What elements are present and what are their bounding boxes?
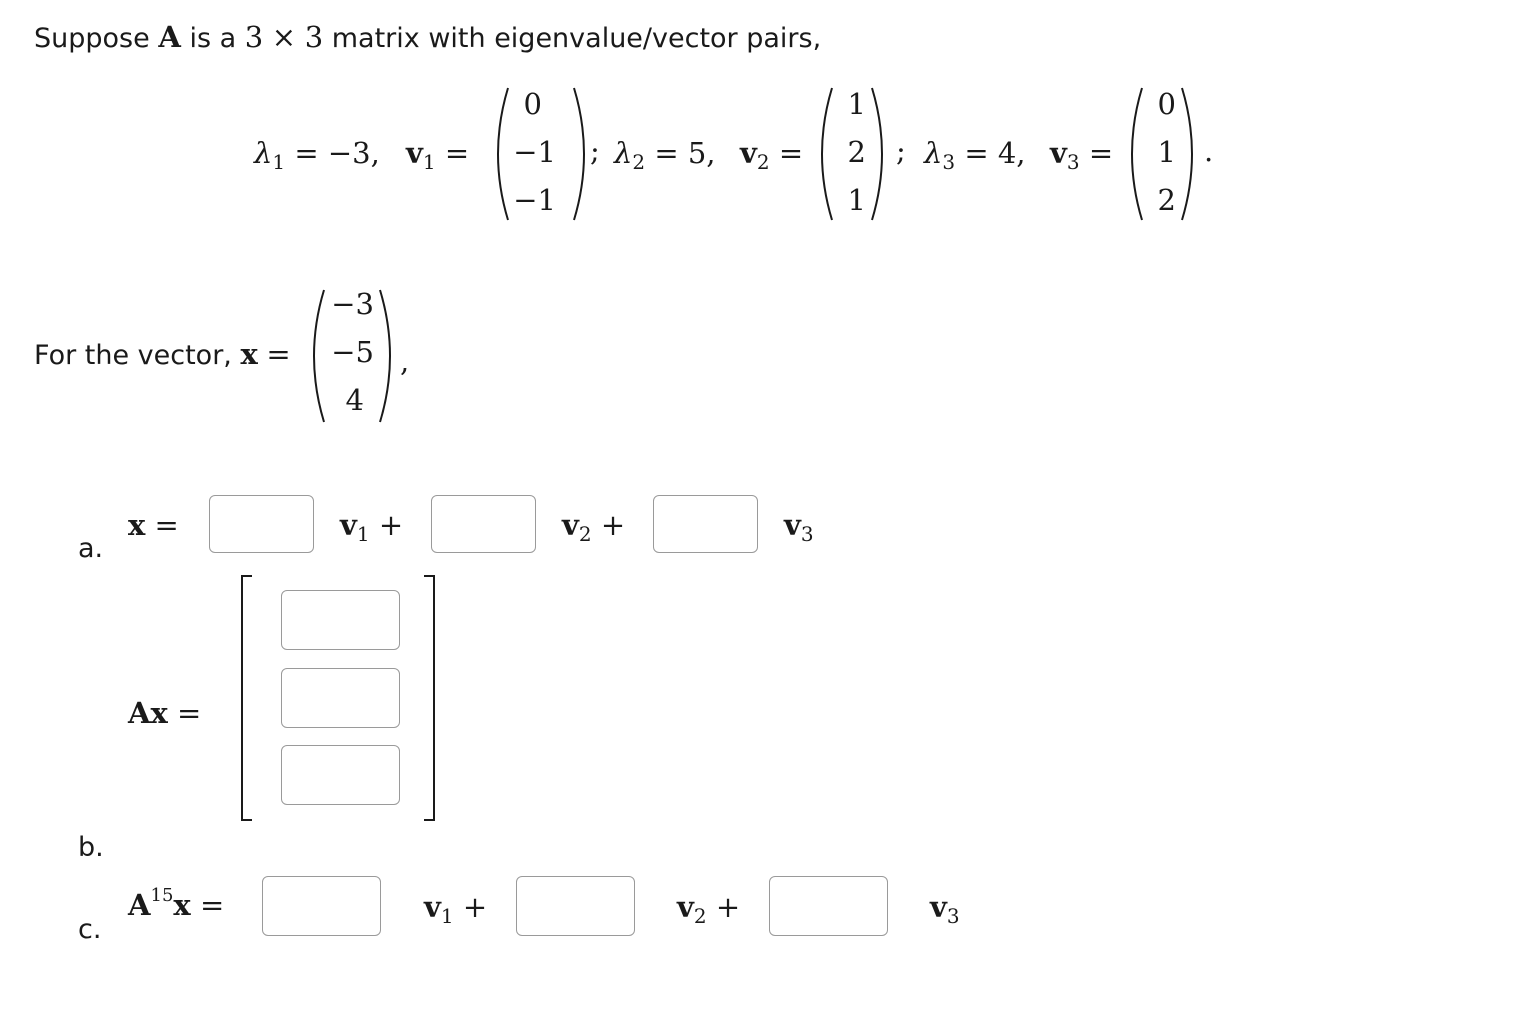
- part-a-coef-1-input[interactable]: [209, 495, 314, 553]
- intro-sentence: Suppose A is a 3 × 3 matrix with eigenvalue/vector pairs,: [34, 20, 822, 54]
- vector-x-entry: 4: [345, 383, 364, 417]
- eigenvector-2: [808, 84, 898, 224]
- separator-1: ;: [590, 134, 600, 168]
- part-b-entry-2-input[interactable]: [281, 668, 400, 728]
- part-c-coef-1-input[interactable]: [262, 876, 381, 936]
- vector-x: [304, 286, 404, 426]
- part-a-lhs: x =: [128, 508, 179, 542]
- part-a-coef-2-input[interactable]: [431, 495, 536, 553]
- eigenvector-3: [1118, 84, 1208, 224]
- eigenvector-3-label: $v_3$ =: [1050, 136, 1114, 174]
- eigenvalue-2: $\lambda_2 = 5$,: [614, 136, 716, 174]
- eigenvector-2-entry: 2: [847, 135, 866, 169]
- vector-x-comma: ,: [400, 344, 410, 378]
- part-a-term-3: $v_3$: [784, 508, 814, 546]
- part-b-entry-1-input[interactable]: [281, 590, 400, 650]
- eigenvector-1-entry: −1: [513, 135, 556, 169]
- eigenvector-2-entry: 1: [847, 87, 866, 121]
- eigenvector-3-entry: 2: [1157, 183, 1176, 217]
- part-c-coef-2-input[interactable]: [516, 876, 635, 936]
- vector-x-entry: −5: [331, 335, 374, 369]
- eigenvector-1-entry: −1: [513, 183, 556, 217]
- part-a-term-1: $v_1$ +: [340, 508, 404, 546]
- part-b-entry-3-input[interactable]: [281, 745, 400, 805]
- part-c-term-2: $v_2$ +: [677, 890, 741, 928]
- eigenvector-3-entry: 0: [1157, 87, 1176, 121]
- eigenvector-1-entry: 0: [523, 87, 542, 121]
- part-a-coef-3-input[interactable]: [653, 495, 758, 553]
- part-c-coef-3-input[interactable]: [769, 876, 888, 936]
- eigenvector-3-entry: 1: [1157, 135, 1176, 169]
- separator-3: .: [1204, 134, 1214, 168]
- part-c-term-3: $v_3$: [930, 890, 960, 928]
- part-a-term-2: $v_2$ +: [562, 508, 626, 546]
- vector-x-entry: −3: [331, 287, 374, 321]
- vector-x-prefix: For the vector, x =: [34, 337, 291, 371]
- eigenvector-1: [486, 84, 596, 224]
- part-c-lhs: $A^{15}x$ =: [128, 885, 225, 922]
- eigenvector-2-entry: 1: [847, 183, 866, 217]
- eigenvector-1-label: $v_1$ =: [406, 136, 470, 174]
- part-a-label: a.: [78, 533, 104, 564]
- separator-2: ;: [896, 134, 906, 168]
- eigenvalue-1: $\lambda_1 = -3$,: [254, 136, 380, 174]
- eigenvector-2-label: $v_2$ =: [740, 136, 804, 174]
- part-c-label: c.: [78, 914, 102, 945]
- part-b-label: b.: [78, 832, 104, 863]
- part-b-lhs: Ax =: [128, 696, 202, 730]
- part-c-term-1: $v_1$ +: [424, 890, 488, 928]
- matrix-symbol: A: [158, 20, 181, 54]
- eigenvalue-3: $\lambda_3 = 4$,: [924, 136, 1026, 174]
